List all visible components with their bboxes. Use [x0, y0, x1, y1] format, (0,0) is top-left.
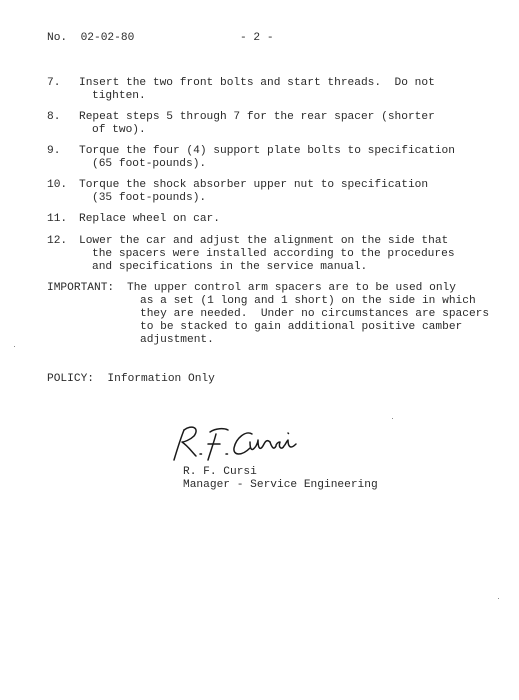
important-text: The upper control arm spacers are to be used only as a set (1 long and 1 short) on the side in which they are needed. Under no circumstances are spacers to be stacked to gain additional positive camber adjustment.	[127, 282, 490, 346]
scan-speck	[14, 346, 15, 347]
handwritten-signature	[170, 418, 310, 464]
step-text: Insert the two front bolts and start threads. Do not tighten.	[79, 77, 435, 102]
step-number: 10.	[47, 179, 68, 191]
step-number: 12.	[47, 235, 68, 247]
step-text: Torque the shock absorber upper nut to specification (35 foot-pounds).	[79, 179, 429, 204]
page-number: - 2 -	[240, 32, 274, 44]
scan-speck	[392, 418, 393, 419]
signer-name: R. F. Cursi	[183, 466, 257, 478]
policy-line: POLICY: Information Only	[47, 373, 215, 385]
document-number: No. 02-02-80	[47, 32, 135, 44]
scan-speck	[498, 598, 499, 599]
step-number: 11.	[47, 213, 68, 225]
step-text: Replace wheel on car.	[79, 213, 220, 225]
step-text: Torque the four (4) support plate bolts to specification (65 foot-pounds).	[79, 145, 455, 170]
step-text: Repeat steps 5 through 7 for the rear spacer (shorter of two).	[79, 111, 435, 136]
important-label: IMPORTANT:	[47, 282, 115, 294]
step-number: 9.	[47, 145, 61, 157]
step-number: 7.	[47, 77, 61, 89]
step-number: 8.	[47, 111, 61, 123]
signer-title: Manager - Service Engineering	[183, 479, 378, 491]
step-text: Lower the car and adjust the alignment on the side that the spacers were installed according to the procedures and specifications in the service manual.	[79, 235, 455, 273]
